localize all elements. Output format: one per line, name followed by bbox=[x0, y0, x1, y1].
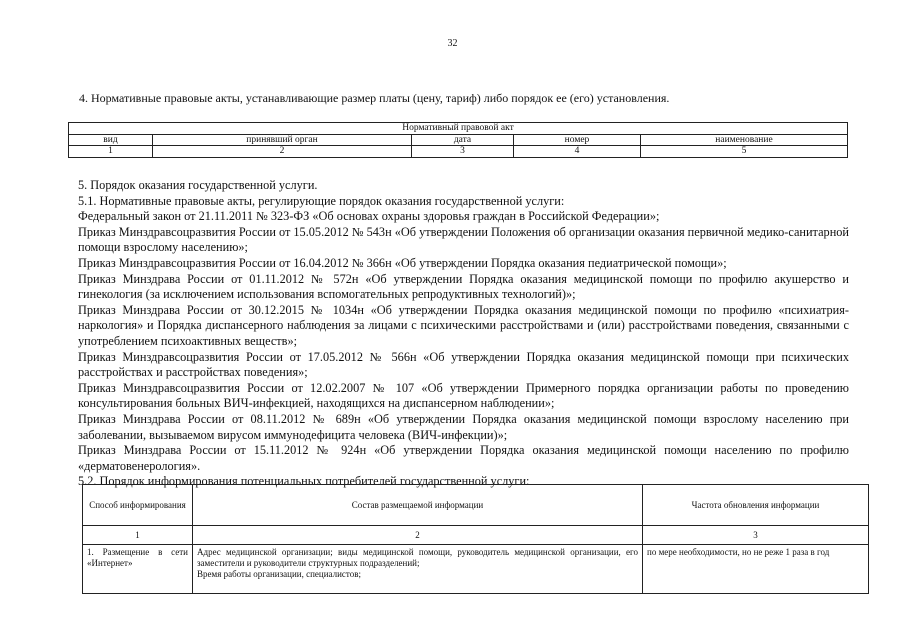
section-5-heading: 5. Порядок оказания государственной услуги. bbox=[78, 178, 318, 192]
column-header-title: наименование bbox=[641, 134, 848, 146]
informing-frequency: по мере необходимости, но не реже 1 раза в год bbox=[643, 545, 869, 594]
column-number-3: 3 bbox=[643, 526, 869, 545]
section-5-body bbox=[78, 178, 849, 490]
page-number: 32 bbox=[447, 38, 458, 49]
column-number-2: 2 bbox=[153, 146, 412, 158]
legal-act-paragraph: Приказ Минздрава России от 15.11.2012 № 924н «Об утверждении Порядка оказания медицинской помощи населению по профилю «дерматовенерология». bbox=[78, 443, 849, 473]
section-4-heading: 4. Нормативные правовые акты, устанавливающие размер платы (цену, тариф) либо порядок ее (его) установления. bbox=[79, 91, 670, 105]
legal-act-paragraph: Федеральный закон от 21.11.2011 № 323-ФЗ «Об основах охраны здоровья граждан в Российской Федерации»; bbox=[78, 209, 660, 224]
table-row bbox=[83, 545, 869, 594]
column-number-1: 1 bbox=[83, 526, 193, 545]
column-header-method: Способ информирования bbox=[83, 485, 193, 526]
column-header-frequency: Частота обновления информации bbox=[643, 485, 869, 526]
legal-acts-table bbox=[68, 122, 848, 158]
section-5-2-heading: 5.2. Порядок информирования потенциальных потребителей государственной услуги: bbox=[78, 474, 530, 489]
section-5-1-heading: 5.1. Нормативные правовые акты, регулирующие порядок оказания государственной услуги: bbox=[78, 193, 565, 208]
legal-act-group-header: Нормативный правовой акт bbox=[69, 123, 848, 135]
column-number-3: 3 bbox=[412, 146, 514, 158]
legal-act-paragraph: Приказ Минздрава России от 01.11.2012 № 572н «Об утверждении Порядка оказания медицинской помощи по профилю акушерство и гинекология (за исключением использования вспомогательных репродуктивных технологий)»; bbox=[78, 271, 849, 302]
legal-act-paragraph: Приказ Минздравсоцразвития России от 17.05.2012 № 566н «Об утверждении Порядка оказания медицинской помощи при психических расстройствах и расстройствах поведения»; bbox=[78, 349, 849, 380]
informing-method: 1. Размещение в сети «Интернет» bbox=[83, 545, 193, 594]
column-number-2: 2 bbox=[193, 526, 643, 545]
informing-table bbox=[82, 484, 869, 594]
column-header-number: номер bbox=[514, 134, 641, 146]
column-number-5: 5 bbox=[641, 146, 848, 158]
informing-content-line: Адрес медицинской организации; виды медицинской помощи, руководитель медицинской организации, его заместители и руководители структурных подразделений; bbox=[197, 547, 638, 568]
column-header-type: вид bbox=[69, 134, 153, 146]
column-number-4: 4 bbox=[514, 146, 641, 158]
column-header-content: Состав размещаемой информации bbox=[193, 485, 643, 526]
legal-act-paragraph: Приказ Минздравсоцразвития России от 15.05.2012 № 543н «Об утверждении Положения об организации оказания первичной медико-санитарной помощи взрослому населению»; bbox=[78, 224, 849, 255]
informing-content-line: Время работы организации, специалистов; bbox=[197, 569, 361, 579]
column-header-date: дата bbox=[412, 134, 514, 146]
legal-act-paragraph: Приказ Минздрава России от 08.11.2012 № 689н «Об утверждении Порядка оказания медицинской помощи взрослому населению при заболевании, вызываемом вирусом иммунодефицита человека (ВИЧ-инфекции)»; bbox=[78, 411, 849, 442]
legal-act-paragraph: Приказ Минздрава России от 30.12.2015 № 1034н «Об утверждении Порядка оказания медицинской помощи по профилю «психиатрия-наркология» и Порядка диспансерного наблюдения за лицами с психическими расстройствами и (или) расстройствами поведения, связанными с употреблением психоактивных веществ»; bbox=[78, 302, 849, 348]
informing-content bbox=[193, 545, 643, 594]
column-number-1: 1 bbox=[69, 146, 153, 158]
legal-act-paragraph: Приказ Минздравсоцразвития России от 16.04.2012 № 366н «Об утверждении Порядка оказания педиатрической помощи»; bbox=[78, 255, 727, 270]
column-header-issuing-body: принявший орган bbox=[153, 134, 412, 146]
legal-act-paragraph: Приказ Минздравсоцразвития России от 12.02.2007 № 107 «Об утверждении Примерного порядка организации работы по проведению консультирования больных ВИЧ-инфекцией, находящихся на диспансерном наблюдении»; bbox=[78, 380, 849, 411]
